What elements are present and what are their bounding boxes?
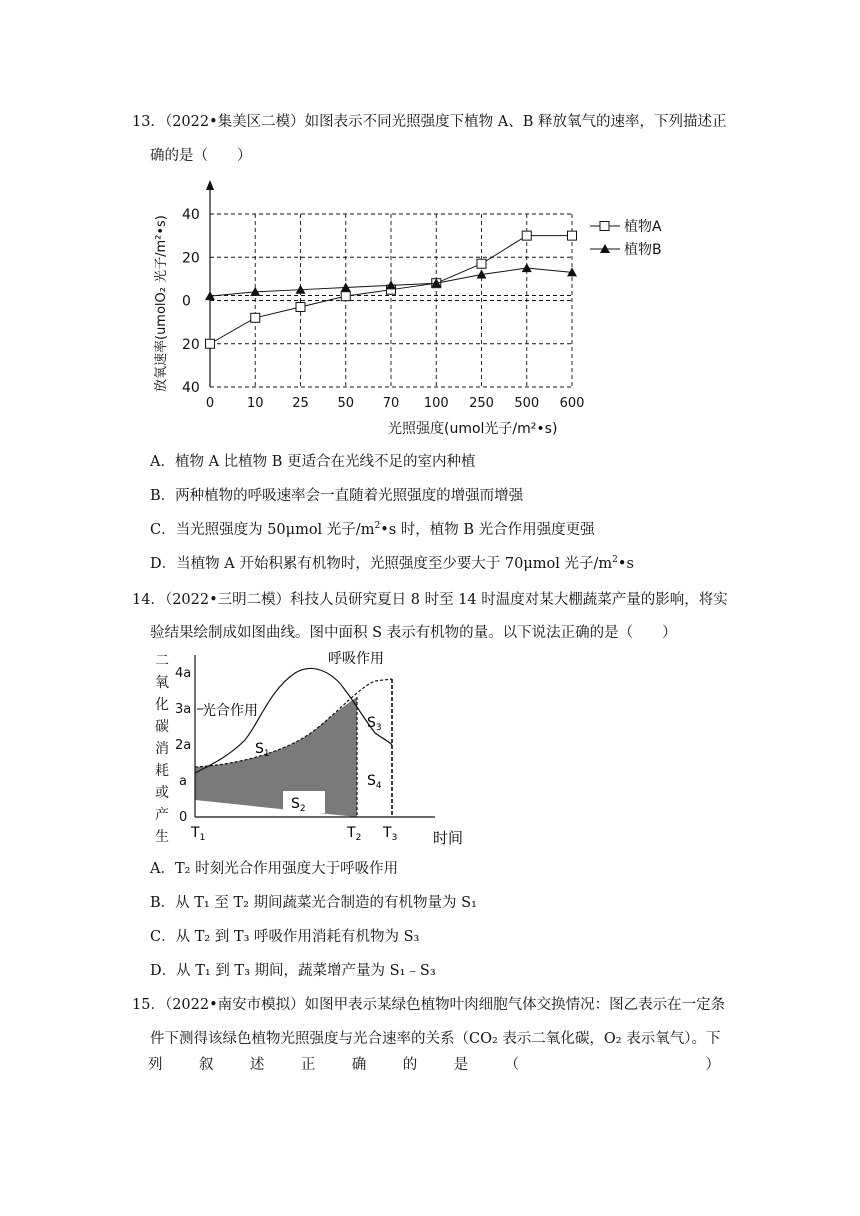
q14-x-label: 时间 — [433, 829, 464, 845]
q14-stem-line1: 14．（2022•三明二模）科技人员研究夏日 8 时至 14 时温度对某大棚蔬菜产量的影响，将实 — [132, 592, 728, 608]
y-tick-label: 20 — [182, 250, 200, 267]
q14-t2-label: $T_2$ — [347, 825, 362, 843]
svg-text:产: 产 — [155, 807, 169, 823]
svg-text:碳: 碳 — [155, 719, 169, 735]
q14-option-b: B．从 T₁ 至 T₂ 期间蔬菜光合制造的有机物量为 S₁ — [150, 895, 477, 911]
q13-stem-line2: 确的是（ ） — [150, 148, 252, 164]
svg-text:生: 生 — [155, 829, 169, 845]
point-plant-a — [206, 339, 215, 348]
svg-text:或: 或 — [155, 785, 169, 801]
q14-s3-label: $S_3$ — [367, 715, 382, 733]
svg-text:耗: 耗 — [155, 763, 169, 779]
point-plant-a — [296, 302, 305, 311]
q13-option-c: C．当光照强度为 50μmol 光子$/m^2•s$ 时，植物 B 光合作用强度更强 — [150, 521, 595, 538]
q13-option-b: B．两种植物的呼吸速率会一直随着光照强度的增强而增强 — [150, 488, 524, 504]
q15-stem-line3: 列 叙 述 正 确 的 是 （ ） — [148, 1057, 720, 1073]
q15-stem-line1: 15．（2022•南安市模拟）如图甲表示某绿色植物叶肉细胞气体交换情况：图乙表示在一定条 — [132, 997, 726, 1013]
q14-s4-label: $S_4$ — [367, 773, 382, 791]
x-tick-label: 250 — [469, 396, 494, 411]
q14-s2-label: $S_2$ — [291, 796, 306, 814]
q14-ytick-a: a — [179, 774, 187, 789]
q14-ytick-4a: 4a — [175, 666, 192, 681]
q13-option-d: D．当植物 A 开始积累有机物时，光照强度至少要大于 70μmol 光子$/m^2•s$ — [150, 555, 634, 572]
point-plant-a — [477, 259, 486, 268]
q15-stem-line2: 件下测得该绿色植物光照强度与光合速率的关系（CO₂ 表示二氧化碳，O₂ 表示氧气）。下 — [150, 1031, 721, 1047]
y-tick-label: 0 — [182, 293, 191, 310]
y-tick-label: 40 — [182, 207, 200, 223]
q14-t1-label: $T_1$ — [191, 825, 206, 843]
q14-photosynthesis-label: 光合作用 — [202, 703, 258, 719]
y-axis-arrow — [206, 180, 214, 190]
q14-option-d: D．从 T₁ 到 T₃ 期间，蔬菜增产量为 S₁﹣S₃ — [150, 963, 436, 979]
legend-label-b: 植物B — [624, 242, 662, 258]
x-tick-label: 70 — [382, 396, 400, 411]
q14-t3-label: $T_3$ — [383, 825, 398, 843]
y-tick-label: 40 — [182, 380, 200, 396]
q14-ytick-0: 0 — [179, 810, 188, 825]
q13-option-a: A．植物 A 比植物 B 更适合在光线不足的室内种植 — [150, 454, 476, 470]
q13-chart — [150, 172, 710, 442]
point-plant-a — [568, 231, 577, 240]
svg-text:氧: 氧 — [155, 675, 169, 691]
q14-figure — [145, 645, 485, 845]
svg-text:消: 消 — [155, 741, 169, 757]
point-plant-a — [251, 313, 260, 322]
x-tick-label: 10 — [246, 396, 264, 411]
y-axis-label: 放氧速率(umolO₂ 光子/m²•s) — [154, 215, 169, 392]
point-plant-a — [341, 292, 350, 301]
q14-respiration-label: 呼吸作用 — [328, 651, 384, 667]
q14-s1-label: $S_1$ — [255, 741, 270, 759]
legend-label-a: 植物A — [624, 219, 662, 235]
x-tick-label: 500 — [514, 396, 540, 411]
q14-ytick-2a: 2a — [175, 738, 192, 753]
q14-option-a: A．T₂ 时刻光合作用强度大于呼吸作用 — [150, 861, 399, 877]
svg-text:化: 化 — [155, 697, 169, 713]
x-tick-label: 100 — [423, 396, 449, 411]
q14-stem-line2: 验结果绘制成如图曲线。图中面积 S 表示有机物的量。以下说法正确的是（ ） — [150, 625, 677, 641]
legend-marker-a — [600, 222, 609, 231]
x-axis-label: 光照强度(umol光子/m²•s) — [388, 421, 558, 437]
x-tick-label: 25 — [292, 396, 309, 411]
q13-stem-line1: 13．（2022•集美区二模）如图表示不同光照强度下植物 A、B 释放氧气的速率，下列描述正 — [132, 114, 727, 130]
q14-option-c: C．从 T₂ 到 T₃ 呼吸作用消耗有机物为 S₃ — [150, 929, 420, 945]
point-plant-b — [522, 263, 532, 272]
x-tick-label: 0 — [205, 396, 215, 411]
x-tick-label: 50 — [337, 396, 355, 411]
q14-ytick-3a: 3a — [175, 702, 192, 717]
x-tick-label: 600 — [559, 396, 585, 411]
svg-text:二: 二 — [155, 653, 169, 669]
point-plant-a — [522, 231, 531, 240]
q14-y-label — [155, 653, 169, 845]
y-tick-label: 20 — [182, 336, 200, 353]
